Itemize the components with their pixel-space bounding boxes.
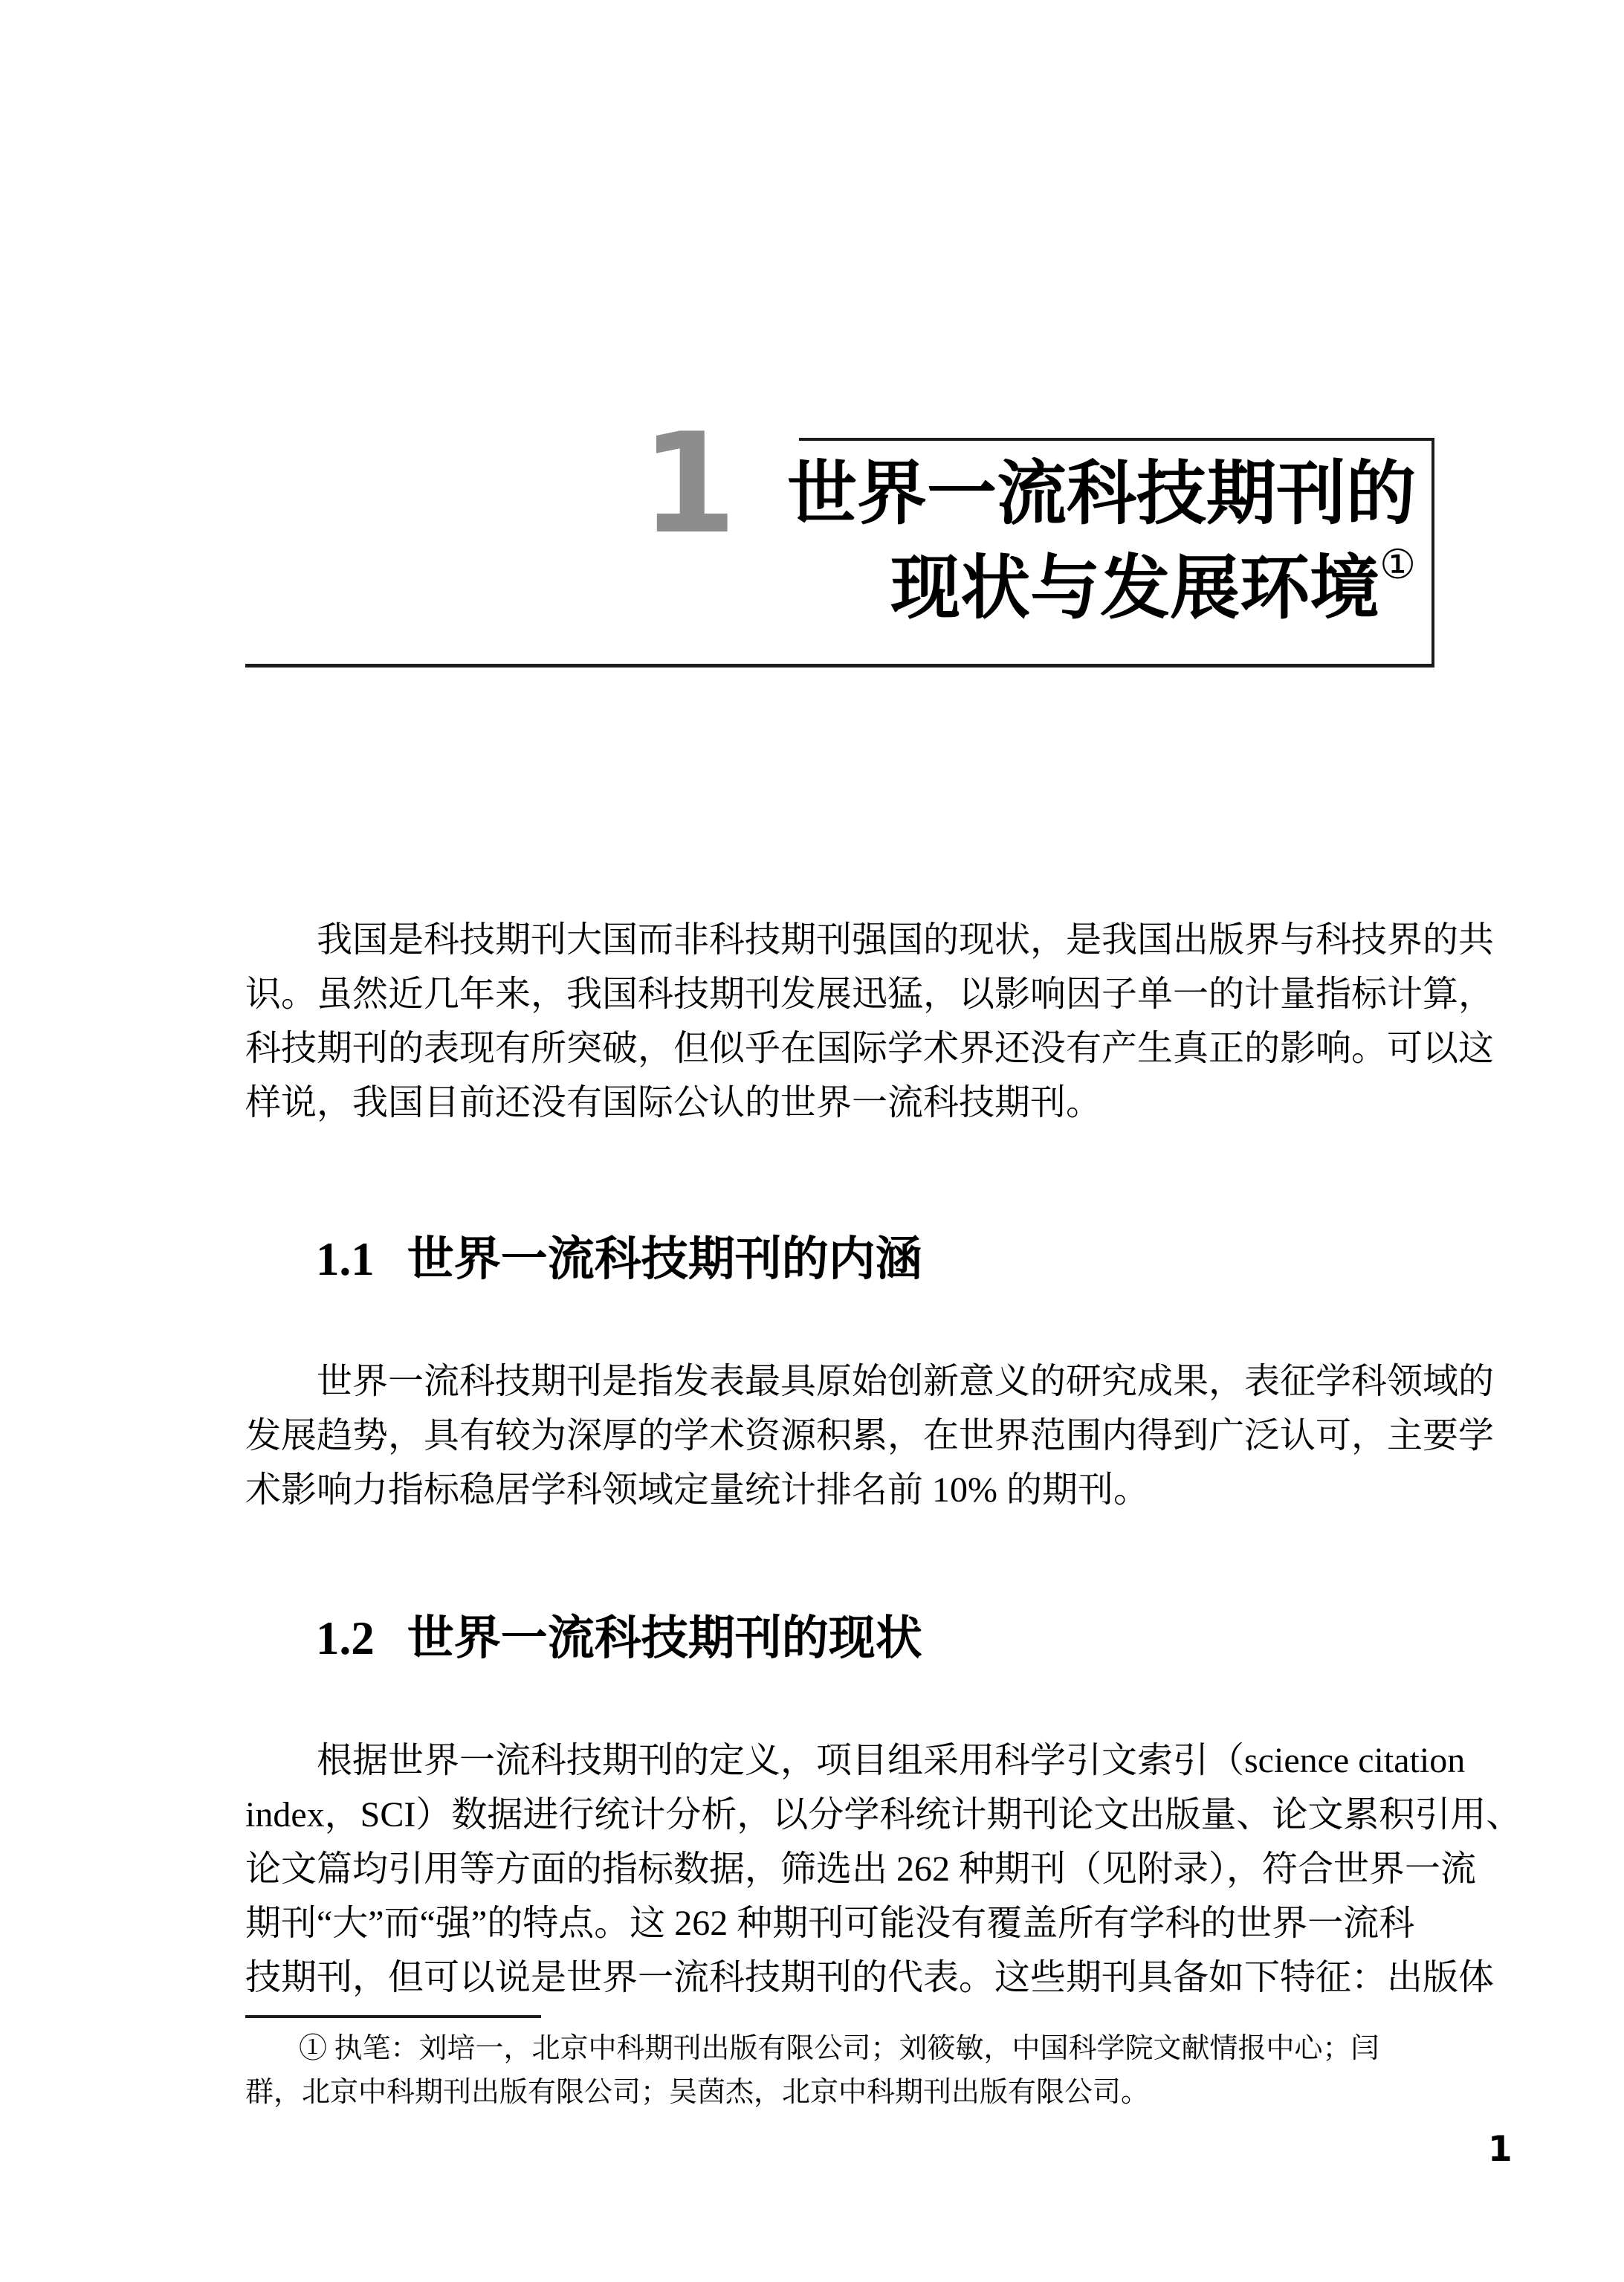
text-line: 识。虽然近几年来，我国科技期刊发展迅猛，以影响因子单一的计量指标计算， [245,974,1495,1014]
title-box-right-border [1431,438,1434,668]
section-1-2-title: 世界一流科技期刊的现状 [407,1612,922,1664]
chapter-title-line-2-text: 现状与发展环境 [890,548,1380,629]
text-line: 期刊“大”而“强”的特点。这 262 种期刊可能没有覆盖所有学科的世界一流科 [245,1904,1415,1943]
text-line: 世界一流科技期刊是指发表最具原始创新意义的研究成果，表征学科领域的 [317,1362,1495,1401]
text-line: 样说，我国目前还没有国际公认的世界一流科技期刊。 [245,1083,1102,1122]
section-1-2-number: 1.2 [316,1612,375,1664]
text-line: 根据世界一流科技期刊的定义，项目组采用科学引文索引（science citation [317,1741,1466,1780]
text-line: 科技期刊的表现有所突破，但似乎在国际学术界还没有产生真正的影响。可以这 [245,1029,1495,1068]
chapter-number: 1 [641,403,737,564]
chapter-title-line-1: 世界一流科技期刊的 [786,453,1416,534]
title-box-top-border [799,438,1434,441]
chapter-footnote-marker: ① [1379,540,1416,589]
chapter-title [669,447,1416,645]
section-heading-1-1 [316,1232,922,1286]
intro-paragraph [245,913,1495,1130]
text-line: 群，北京中科期刊出版有限公司；吴茵杰，北京中科期刊出版有限公司。 [245,2077,1150,2108]
section-1-2-paragraph [245,1733,1522,2005]
text-line: 我国是科技期刊大国而非科技期刊强国的现状，是我国出版界与科技界的共 [317,920,1495,960]
section-1-1-title: 世界一流科技期刊的内涵 [407,1233,922,1285]
text-line: 发展趋势，具有较为深厚的学术资源积累，在世界范围内得到广泛认可，主要学 [245,1416,1495,1455]
footnote [245,2027,1457,2115]
page-number: 1 [1488,2129,1513,2170]
text-line: 技期刊，但可以说是世界一流科技期刊的代表。这些期刊具备如下特征：出版体 [245,1958,1495,1997]
footnote-separator [245,2015,541,2018]
text-line: 术影响力指标稳居学科领域定量统计排名前 10% 的期刊。 [245,1470,1149,1510]
text-line: 论文篇均引用等方面的指标数据，筛选出 262 种期刊（见附录），符合世界一流 [245,1849,1477,1889]
chapter-title-line-2 [669,541,1416,645]
section-heading-1-2 [316,1612,922,1665]
text-line: index，SCI）数据进行统计分析，以分学科统计期刊论文出版量、论文累积引用、 [245,1795,1522,1835]
text-line: ① 执笔：刘培一，北京中科期刊出版有限公司；刘筱敏，中国科学院文献情报中心；闫 [299,2033,1379,2064]
header-rule [245,664,1434,668]
section-1-1-number: 1.1 [316,1233,375,1285]
section-1-1-paragraph [245,1354,1495,1517]
